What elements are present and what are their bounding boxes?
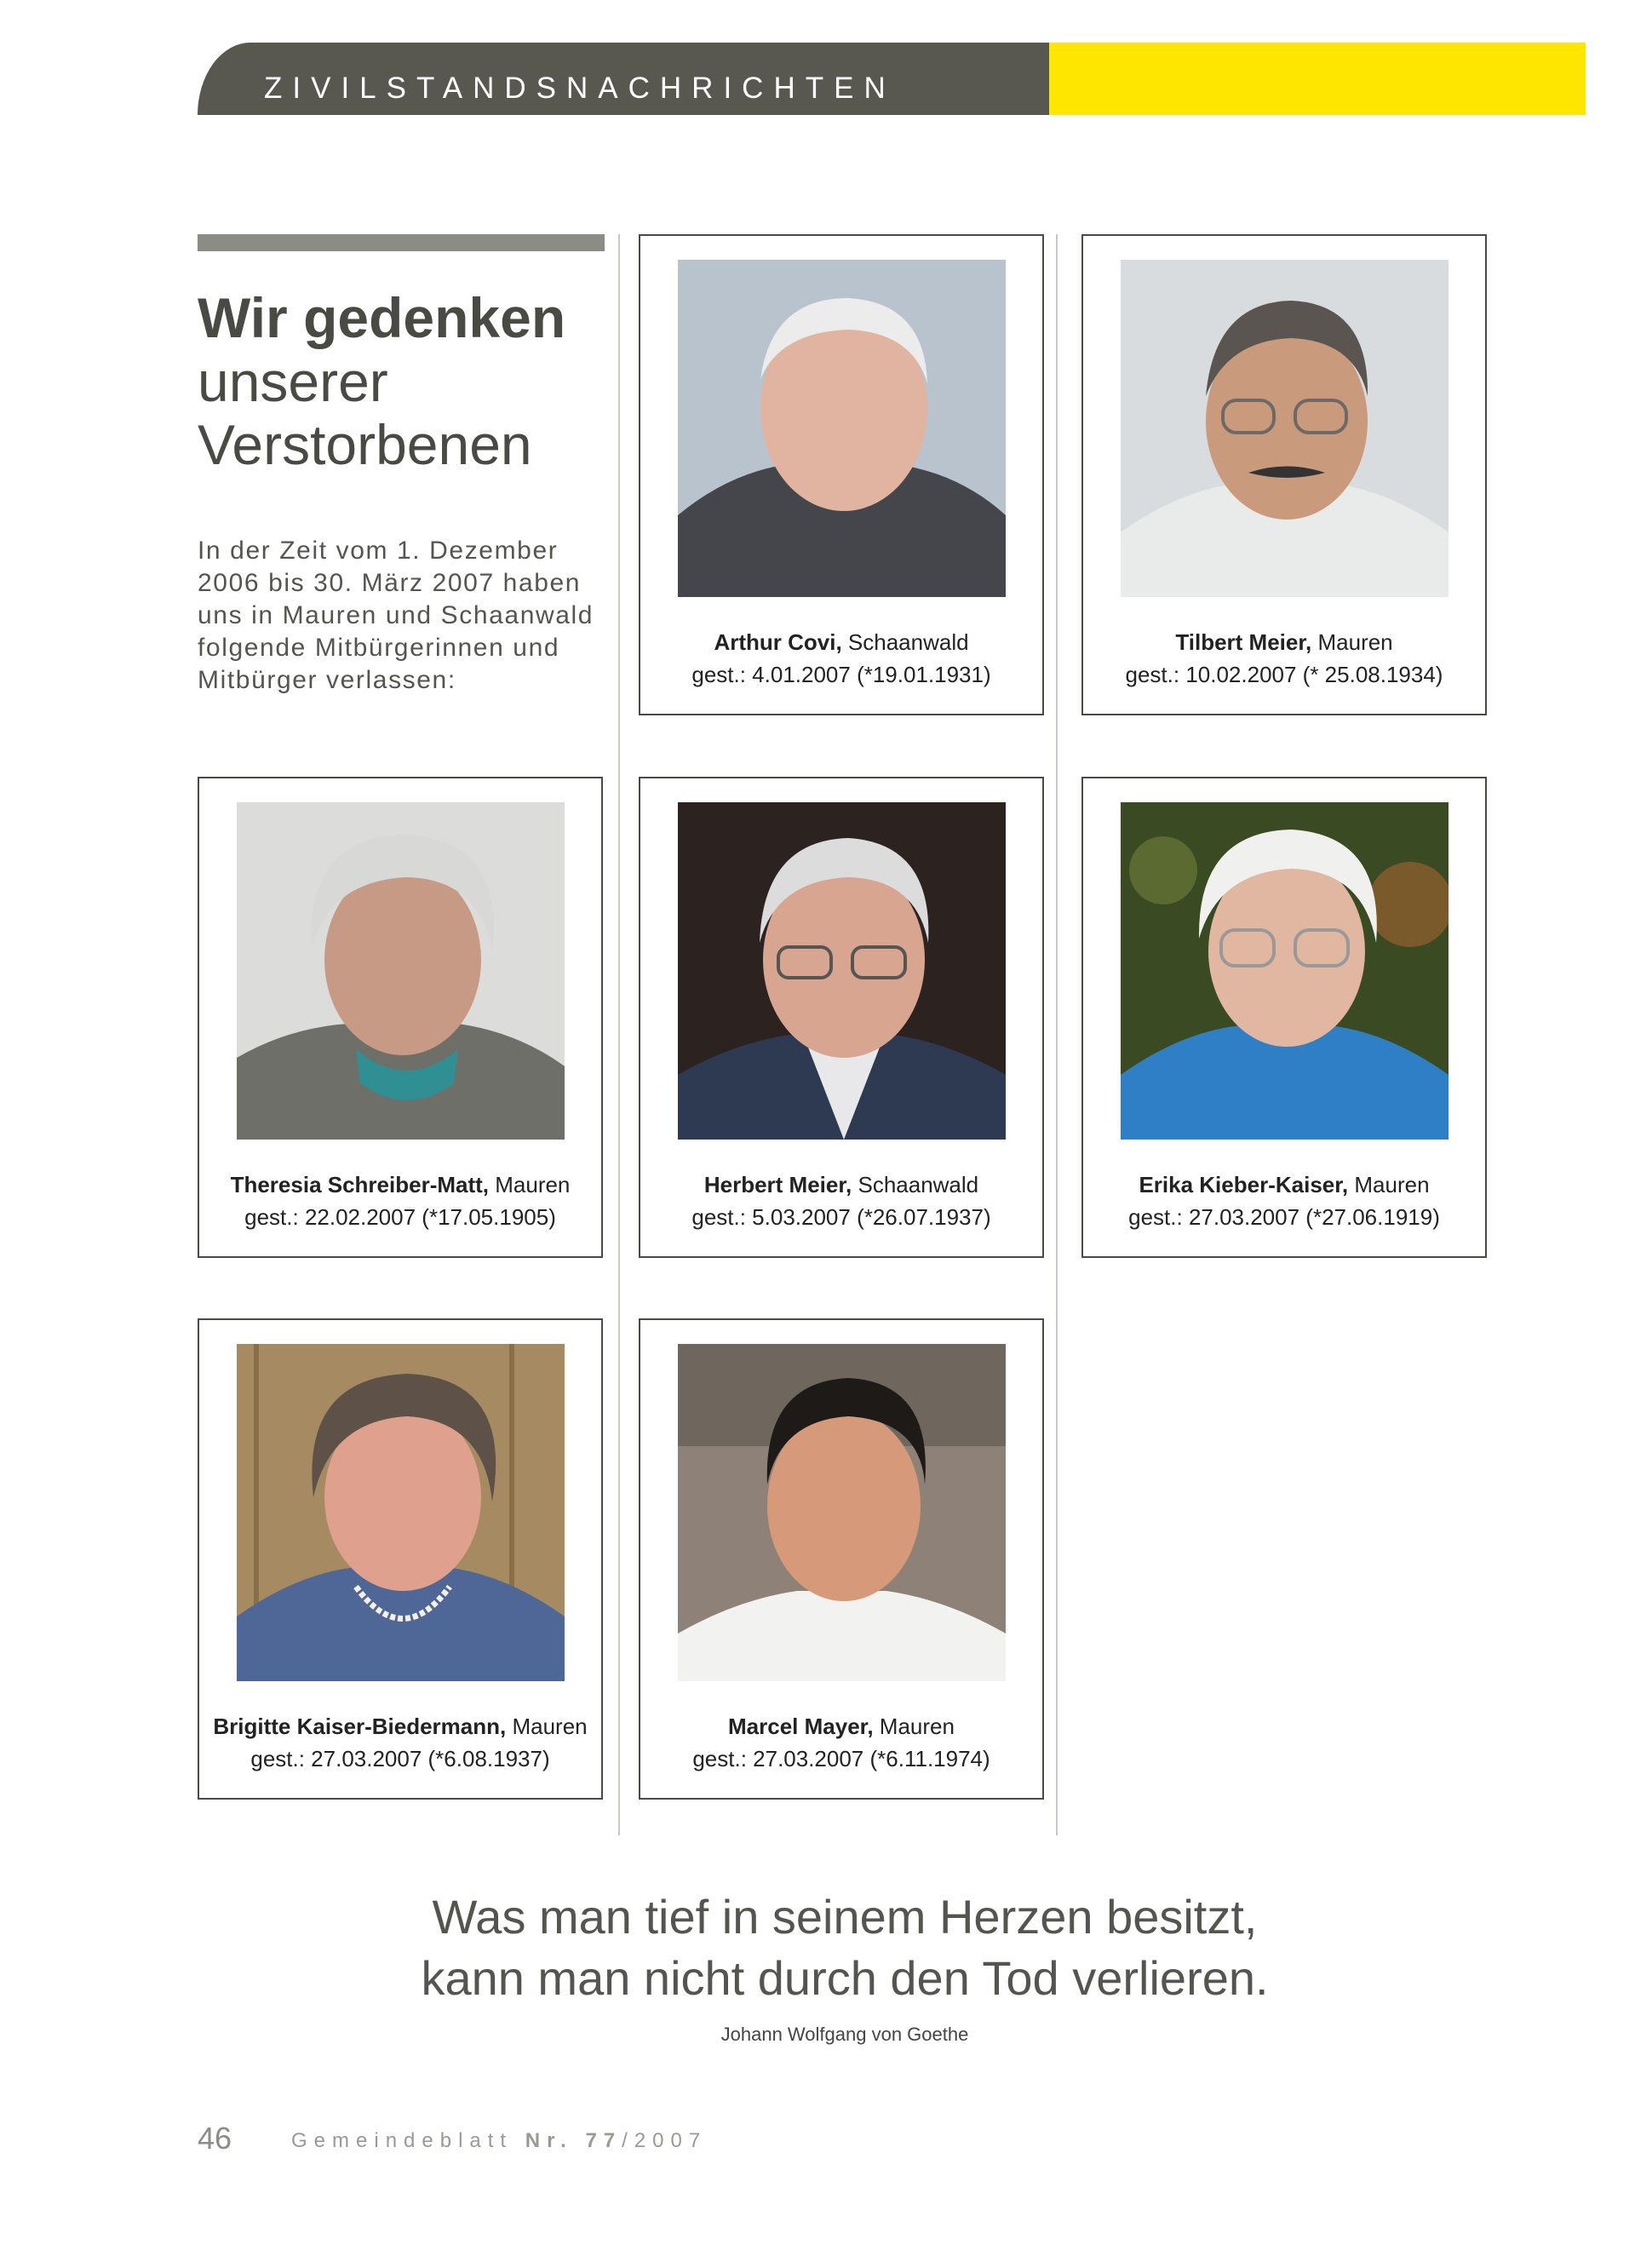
obituary-card xyxy=(198,777,603,1258)
page-title-line3: Verstorbenen xyxy=(198,413,532,476)
person-dates: gest.: 5.03.2007 (*26.07.1937) xyxy=(691,1204,991,1230)
person-place: Schaanwald xyxy=(852,1172,979,1197)
person-name-line xyxy=(640,1172,1042,1198)
person-place: Mauren xyxy=(1311,629,1393,655)
person-dates: gest.: 22.02.2007 (*17.05.1905) xyxy=(244,1204,556,1230)
quote-line: kann man nicht durch den Tod verlieren. xyxy=(421,1951,1269,2005)
obituary-card xyxy=(1081,777,1487,1258)
column-divider xyxy=(618,234,620,1835)
portrait-photo xyxy=(1121,802,1449,1140)
person-dates: gest.: 27.03.2007 (*6.11.1974) xyxy=(692,1746,990,1771)
section-header-accent xyxy=(1049,43,1586,115)
publication-footer xyxy=(291,2129,707,2153)
issue-year: /2007 xyxy=(622,2129,708,2152)
intro-text xyxy=(198,535,615,697)
person-dates: gest.: 27.03.2007 (*6.08.1937) xyxy=(250,1746,550,1771)
quote-author: Johann Wolfgang von Goethe xyxy=(720,2024,969,2045)
person-name-line xyxy=(1083,629,1485,656)
issue-number: 77 xyxy=(585,2129,622,2152)
person-name-line xyxy=(199,1172,601,1198)
person-name: Herbert Meier, xyxy=(703,1172,852,1197)
person-place: Mauren xyxy=(1348,1172,1430,1197)
section-title: ZIVILSTANDSNACHRICHTEN xyxy=(264,72,896,105)
portrait-photo xyxy=(678,1344,1006,1681)
intro-line: Mitbürger verlassen: xyxy=(198,666,456,694)
person-dates: gest.: 10.02.2007 (* 25.08.1934) xyxy=(1125,662,1443,687)
person-dates: gest.: 4.01.2007 (*19.01.1931) xyxy=(691,662,991,687)
portrait-photo xyxy=(678,802,1006,1140)
intro-line: In der Zeit vom 1. Dezember xyxy=(198,537,559,565)
obituary-card xyxy=(1081,234,1487,715)
page-number: 46 xyxy=(198,2121,232,2156)
portrait-photo xyxy=(237,1344,565,1681)
person-place: Mauren xyxy=(506,1714,588,1739)
portrait-photo xyxy=(1121,260,1449,597)
intro-line: 2006 bis 30. März 2007 haben xyxy=(198,569,582,597)
obituary-card xyxy=(639,777,1044,1258)
title-accent-bar xyxy=(198,234,605,251)
person-name: Marcel Mayer, xyxy=(728,1714,874,1739)
person-dates: gest.: 27.03.2007 (*27.06.1919) xyxy=(1128,1204,1440,1230)
person-place: Mauren xyxy=(873,1714,955,1739)
column-divider xyxy=(1056,234,1058,1835)
quote-line: Was man tief in seinem Herzen besitzt, xyxy=(432,1890,1258,1944)
intro-line: folgende Mitbürgerinnen und xyxy=(198,634,560,662)
intro-line: uns in Mauren und Schaanwald xyxy=(198,601,594,629)
person-name-line xyxy=(199,1714,601,1740)
portrait-photo xyxy=(678,260,1006,597)
page-title-line2: unserer xyxy=(198,350,388,413)
obituary-card xyxy=(198,1318,603,1800)
person-name-line xyxy=(640,629,1042,656)
person-name: Tilbert Meier, xyxy=(1175,629,1312,655)
person-name: Theresia Schreiber-Matt, xyxy=(230,1172,490,1197)
person-name: Arthur Covi, xyxy=(714,629,842,655)
person-name-line xyxy=(640,1714,1042,1740)
person-name: Brigitte Kaiser-Biedermann, xyxy=(213,1714,507,1739)
person-name: Erika Kieber-Kaiser, xyxy=(1139,1172,1349,1197)
person-place: Schaanwald xyxy=(841,629,969,655)
obituary-card xyxy=(639,1318,1044,1800)
publication-name: Gemeindeblatt xyxy=(291,2129,513,2152)
portrait-photo xyxy=(237,802,565,1140)
person-place: Mauren xyxy=(489,1172,571,1197)
person-name-line xyxy=(1083,1172,1485,1198)
issue-label: Nr. xyxy=(525,2129,573,2152)
page-title: Wir gedenken xyxy=(198,286,566,349)
obituary-card xyxy=(639,234,1044,715)
